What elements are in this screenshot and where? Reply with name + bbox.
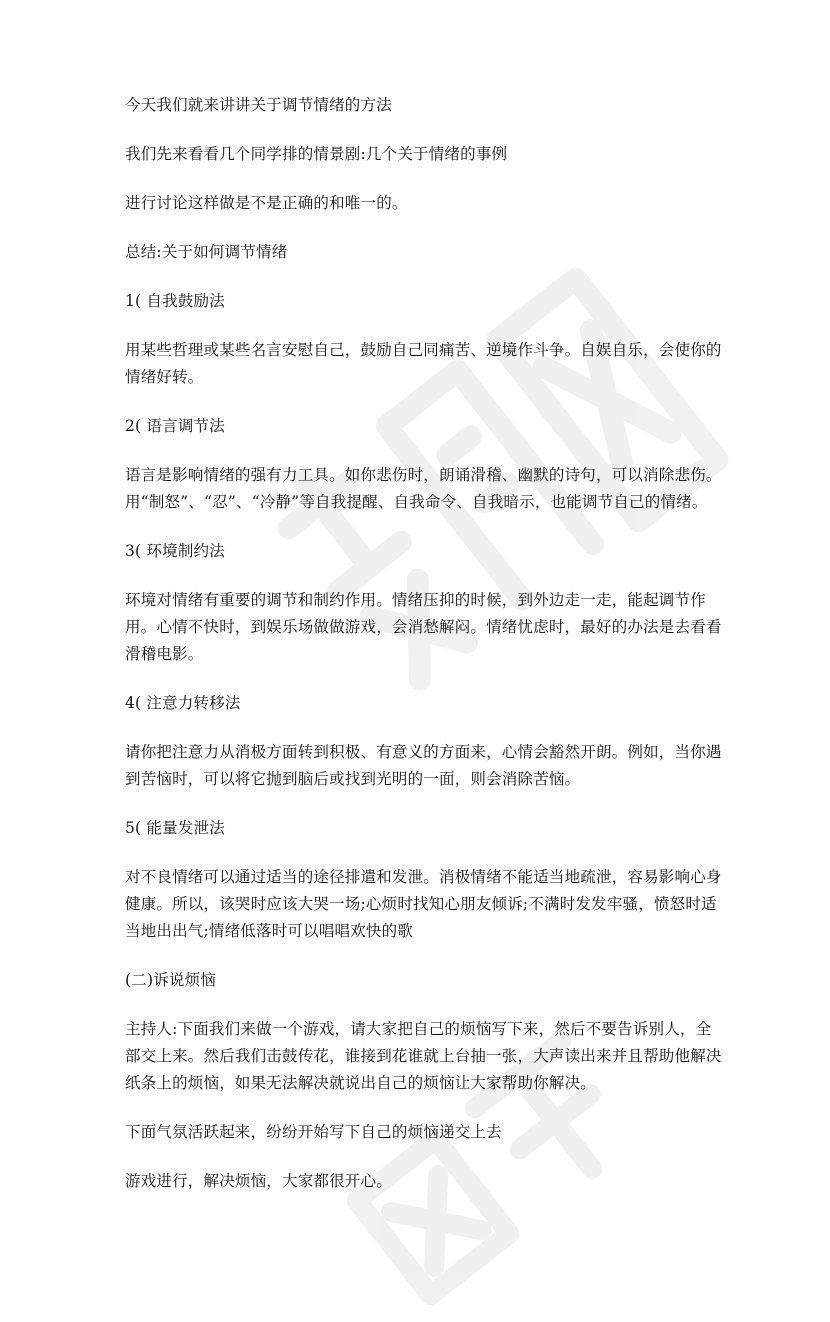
document-paragraph: 请你把注意力从消极方面转到积极、有意义的方面来，心情会豁然开朗。例如，当你遇到苦恼时，可以将它抛到脑后或找到光明的一面，则会消除苦恼。 [125,743,722,788]
document-paragraph: 用某些哲理或某些名言安慰自己，鼓励自己同痛苦、逆境作斗争。自娱自乐，会使你的情绪好转。 [125,341,722,386]
document-paragraph: 语言是影响情绪的强有力工具。如你悲伤时，朗诵滑稽、幽默的诗句，可以消除悲伤。用“制怒”、“忍”、“冷静”等自我提醒、自我命令、自我暗示，也能调节自己的情绪。 [125,466,722,511]
document-paragraph: 对不良情绪可以通过适当的途径排遣和发泄。消极情绪不能适当地疏泄，容易影响心身健康。所以，该哭时应该大哭一场;心烦时找知心朋友倾诉;不满时发发牢骚，愤怒时适当地出出气;情绪低落时可以唱唱欢快的歌 [125,868,722,940]
document-paragraph: 今天我们就来讲讲关于调节情绪的方法 [125,96,392,114]
document-paragraph: 4( 注意力转移法 [125,694,241,712]
document-paragraph: 游戏进行，解决烦恼，大家都很开心。 [125,1172,392,1190]
document-paragraph: 5( 能量发泄法 [125,819,225,837]
document-paragraph: (二)诉说烦恼 [125,971,216,989]
document-paragraph: 我们先来看看几个同学排的情景剧:几个关于情绪的事例 [125,145,508,163]
document-paragraph: 2( 语言调节法 [125,417,225,435]
document-paragraph: 下面气氛活跃起来，纷纷开始写下自己的烦恼递交上去 [125,1123,502,1141]
document-paragraph: 1( 自我鼓励法 [125,292,225,310]
document-paragraph: 主持人:下面我们来做一个游戏，请大家把自己的烦恼写下来，然后不要告诉别人，全部交上来。然后我们击鼓传花，谁接到花谁就上台抽一张，大声读出来并且帮助他解决纸条上的烦恼，如果无法解决就说出自己的烦恼让大家帮助你解决。 [125,1020,722,1092]
document-paragraph: 3( 环境制约法 [125,542,225,560]
document-body [125,92,725,1217]
document-paragraph: 总结:关于如何调节情绪 [125,243,288,261]
document-paragraph: 环境对情绪有重要的调节和制约作用。情绪压抑的时候，到外边走一走，能起调节作用。心情不快时，到娱乐场做做游戏，会消愁解闷。情绪忧虑时，最好的办法是去看看滑稽电影。 [125,591,722,663]
document-paragraph: 进行讨论这样做是不是正确的和唯一的。 [125,194,408,212]
